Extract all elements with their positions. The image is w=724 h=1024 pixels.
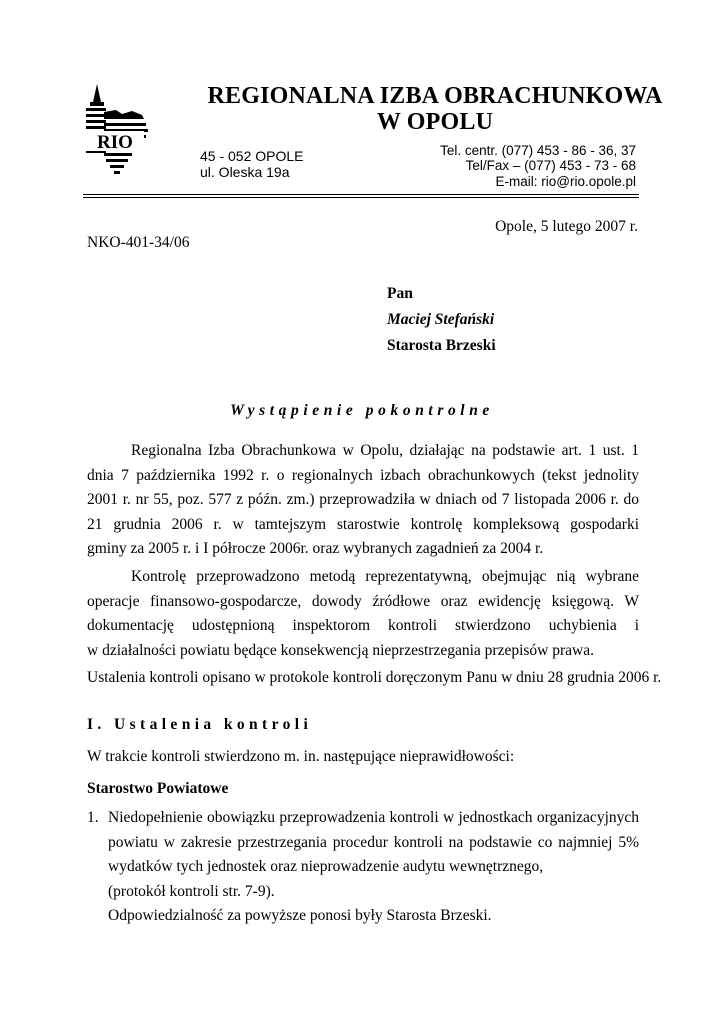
- text-line: (protokół kontroli str. 7-9).: [108, 882, 275, 900]
- item-number: 1.: [87, 809, 99, 826]
- street-address: ul. Oleska 19a: [200, 164, 290, 180]
- logo-text: RIO: [97, 132, 133, 153]
- text-line: wydatków tych jednostek oraz nieprowadzenie audytu wewnętrznego,: [108, 858, 544, 875]
- text-line: Regionalna Izba Obrachunkowa w Opolu, działając na podstawie art. 1 ust. 1: [131, 442, 639, 459]
- text-line: operacje finansowo-gospodarcze, dowody źródłowe oraz ewidencję księgową. W: [87, 592, 639, 610]
- section-heading: I. Ustalenia kontroli: [87, 716, 313, 733]
- rio-logo: [82, 82, 152, 182]
- postal-code: 45 - 052 OPOLE: [200, 148, 304, 164]
- findings-intro: W trakcie kontroli stwierdzono m. in. następujące nieprawidłowości:: [87, 748, 515, 765]
- text-line: Odpowiedzialność za powyższe ponosi były Starosta Brzeski.: [108, 907, 492, 924]
- document-heading: Wystąpienie pokontrolne: [230, 402, 494, 419]
- addressee-salutation: Pan: [387, 285, 413, 302]
- text-line: Ustalenia kontroli opisano w protokole kontroli doręczonym Panu w dniu 28 grudnia 2006 r.: [87, 669, 662, 686]
- intro-paragraph: [87, 439, 639, 562]
- email-address: E-mail: rio@rio.opole.pl: [495, 174, 636, 189]
- text-line: 2001 r. nr 55, poz. 577 z późn. zm.) przeprowadziła w dniach od 7 listopada 2006 r. do: [87, 491, 639, 508]
- text-line: powiatu w zakresie przestrzegania procedur kontroli na podstawie co najmniej 5%: [108, 833, 639, 851]
- text-line: Niedopełnienie obowiązku przeprowadzenia kontroli w jednostkach organizacyjnych: [108, 809, 639, 826]
- phone-number: Tel. centr. (077) 453 - 86 - 36, 37: [440, 143, 636, 158]
- result-paragraph: [87, 666, 662, 691]
- header-divider-second: [83, 197, 639, 198]
- text-line: w działalności powiatu będące konsekwencją nieprzestrzegania przepisów prawa.: [87, 641, 594, 659]
- subsection-heading: Starostwo Powiatowe: [87, 780, 229, 797]
- reference-number: NKO-401-34/06: [87, 234, 190, 251]
- addressee-position: Starosta Brzeski: [387, 337, 496, 354]
- addressee-name: Maciej Stefański: [387, 311, 495, 328]
- text-line: 21 grudnia 2006 r. w tamtejszym starostwie kontrolę kompleksową gospodarki: [87, 515, 639, 533]
- text-line: dnia 7 października 1992 r. o regionalnych izbach obrachunkowych (tekst jednolity: [87, 466, 639, 484]
- text-line: dokumentację udostępnioną inspektorom kontroli stwierdzono uchybienia i: [87, 617, 639, 634]
- letter-date: Opole, 5 lutego 2007 r.: [495, 218, 638, 235]
- header-divider: [83, 194, 639, 195]
- text-line: Kontrolę przeprowadzono metodą reprezentatywną, obejmując nią wybrane: [131, 568, 639, 585]
- method-paragraph: [87, 565, 639, 663]
- text-line: gminy za 2005 r. i I półrocze 2006r. oraz wybranych zagadnień za 2004 r.: [87, 540, 544, 557]
- organization-city: W OPOLU: [376, 109, 494, 135]
- item-body: [108, 806, 639, 929]
- fax-number: Tel/Fax – (077) 453 - 73 - 68: [465, 158, 636, 173]
- organization-title: REGIONALNA IZBA OBRACHUNKOWA: [207, 83, 663, 109]
